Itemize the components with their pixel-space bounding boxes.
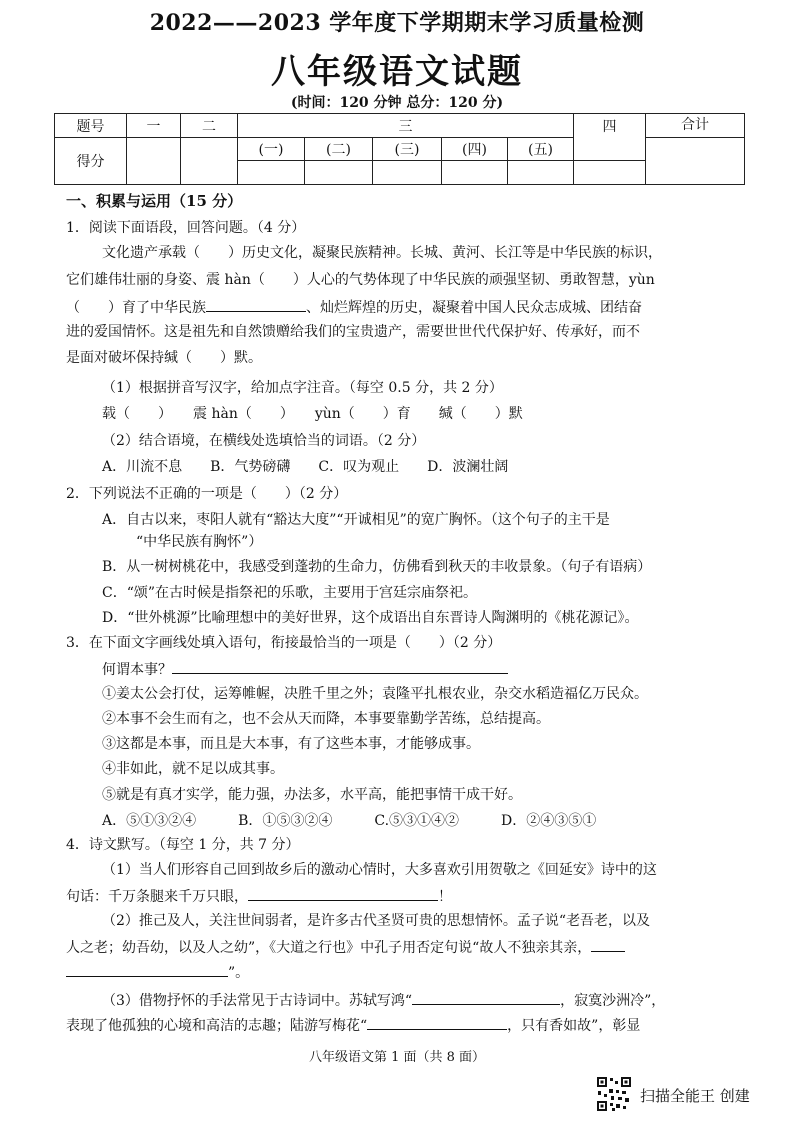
score-cell-4 bbox=[574, 161, 646, 185]
q3-options: A．⑤①③②④ B．①⑤③②④ C.⑤③①④② D．②④③⑤① bbox=[102, 813, 597, 829]
score-subheader-5: (五) bbox=[508, 138, 574, 161]
q1-passage-line-2: 它们雄伟壮丽的身姿、震 hàn（ ）人心的气势体现了中华民族的顽强坚韧、勇敢智慧，yùn bbox=[66, 272, 655, 288]
score-cell-2 bbox=[181, 138, 238, 185]
score-cell-3-5 bbox=[508, 161, 574, 185]
q2-option-d: D．“世外桃源”比喻理想中的美好世界，这个成语出自东晋诗人陶渊明的《桃花源记》。 bbox=[102, 610, 639, 626]
q3-sentence-1: ①姜太公会打仗，运筹帷幄，决胜千里之外；袁隆平扎根农业，杂交水稻造福亿万民众。 bbox=[102, 686, 648, 702]
score-header-1: 一 bbox=[127, 114, 181, 138]
q3-sentence-4: ④非如此，就不足以成其事。 bbox=[102, 761, 284, 777]
q2-stem: 2．下列说法不正确的一项是（ ）（2 分） bbox=[66, 486, 348, 502]
q4-item-3-line-2: 表现了他孤独的心境和高洁的志趣；陆游写梅花“ ，只有香如故”，彰显 bbox=[66, 1015, 640, 1035]
q1-passage-line-5: 是面对破坏保持缄（ ）默。 bbox=[66, 350, 262, 366]
q4-blank-3a[interactable] bbox=[412, 990, 560, 1005]
q4-blank-2a[interactable] bbox=[591, 937, 625, 952]
q1-passage-line-4: 进的爱国情怀。这是祖先和自然馈赠给我们的宝贵遗产，需要世世代代保护好、传承好，而不 bbox=[66, 324, 640, 340]
q4-item-2-line-1: （2）推己及人，关注世间弱者，是许多古代圣贤可贵的思想情怀。孟子说“老吾老，以及 bbox=[102, 913, 651, 929]
q1-sub2: （2）结合语境，在横线处选填恰当的词语。（2 分） bbox=[102, 433, 426, 449]
score-cell-total bbox=[646, 138, 745, 185]
page-footer: 八年级语文第 1 面（共 8 面） bbox=[308, 1050, 486, 1065]
score-cell-1 bbox=[127, 138, 181, 185]
exam-subject-title: 八年级语文试题 bbox=[271, 52, 523, 92]
score-subheader-1: (一) bbox=[238, 138, 305, 161]
score-table bbox=[54, 113, 745, 185]
score-row-label: 得分 bbox=[55, 138, 127, 185]
exam-time-score: (时间：120 分钟 总分：120 分) bbox=[290, 95, 504, 111]
score-header-label: 题号 bbox=[55, 114, 127, 138]
q4-stem: 4．诗文默写。（每空 1 分，共 7 分） bbox=[66, 837, 300, 853]
q1-sub2-options: A．川流不息 B．气势磅礴 C．叹为观止 D．波澜壮阔 bbox=[102, 459, 509, 475]
section-1-title: 一、积累与运用（15 分） bbox=[66, 192, 243, 210]
q4-blank-3b[interactable] bbox=[367, 1015, 507, 1030]
score-header-total: 合计 bbox=[646, 114, 745, 138]
q2-option-a-line-1: A．自古以来，枣阳人就有“豁达大度”“开诚相见”的宽广胸怀。（这个句子的主干是 bbox=[102, 512, 610, 528]
score-cell-3-4 bbox=[442, 161, 508, 185]
score-subheader-4: (四) bbox=[442, 138, 508, 161]
q4-blank-2b[interactable] bbox=[66, 962, 228, 977]
score-subheader-2: (二) bbox=[305, 138, 373, 161]
score-header-4: 四 bbox=[574, 114, 646, 161]
q3-stem: 3．在下面文字画线处填入语句，衔接最恰当的一项是（ ）（2 分） bbox=[66, 635, 502, 651]
q1-stem: 1．阅读下面语段，回答问题。（4 分） bbox=[66, 220, 306, 236]
q1-passage-line-1: 文化遗产承载（ ）历史文化，凝聚民族精神。长城、黄河、长江等是中华民族的标识， bbox=[102, 245, 662, 261]
q2-option-a-line-2: “中华民族有胸怀”） bbox=[136, 534, 263, 550]
qr-code-icon bbox=[596, 1076, 632, 1112]
q2-option-b: B．从一树树桃花中，我感受到蓬勃的生命力，仿佛看到秋天的丰收景象。（句子有语病） bbox=[102, 559, 652, 575]
q4-item-2-line-2: 人之老；幼吾幼，以及人之幼”，《大道之行也》中孔子用否定句说“故人不独亲其亲， bbox=[66, 937, 625, 957]
q3-sentence-5: ⑤就是有真才实学，能力强，办法多，水平高，能把事情干成干好。 bbox=[102, 787, 522, 803]
q4-item-1-line-2: 句话：千万条腿来千万只眼， ！ bbox=[66, 886, 452, 906]
q1-sub1-items: 载（ ） 震 hàn（ ） yùn（ ）育 缄（ ）默 bbox=[102, 406, 523, 422]
q3-lead: 何谓本事？ bbox=[102, 659, 508, 679]
q4-item-1-line-1: （1）当人们形容自己回到故乡后的激动心情时，大多喜欢引用贺敬之《回延安》诗中的这 bbox=[102, 862, 657, 878]
scanner-watermark: 扫描全能王 创建 bbox=[640, 1087, 750, 1105]
score-subheader-3: (三) bbox=[373, 138, 442, 161]
score-cell-3-3 bbox=[373, 161, 442, 185]
q1-fill-blank[interactable] bbox=[206, 297, 306, 312]
q4-item-3-line-1: （3）借物抒怀的手法常见于古诗词中。苏轼写鸿“ ，寂寞沙洲冷”， bbox=[102, 990, 665, 1010]
q3-sentence-2: ②本事不会生而有之，也不会从天而降，本事要靠勤学苦练，总结提高。 bbox=[102, 711, 550, 727]
score-cell-3-1 bbox=[238, 161, 305, 185]
q1-sub1: （1）根据拼音写汉字，给加点字注音。（每空 0.5 分，共 2 分） bbox=[102, 380, 503, 396]
q2-option-c: C．“颂”在古时候是指祭祀的乐歌，主要用于宫廷宗庙祭祀。 bbox=[102, 585, 478, 601]
q3-sentence-3: ③这都是本事，而且是大本事，有了这些本事，才能够成事。 bbox=[102, 736, 480, 752]
exam-period-title: 2022——2023 学年度下学期期末学习质量检测 bbox=[149, 10, 645, 36]
score-header-3: 三 bbox=[238, 114, 574, 138]
score-cell-3-2 bbox=[305, 161, 373, 185]
q1-passage-line-3: （ ）育了中华民族 、灿烂辉煌的历史，凝聚着中国人民众志成城、团结奋 bbox=[66, 297, 642, 317]
q3-underline bbox=[172, 659, 508, 674]
q4-item-2-line-3: ”。 bbox=[66, 962, 249, 982]
score-header-2: 二 bbox=[181, 114, 238, 138]
q4-blank-1[interactable] bbox=[248, 886, 438, 901]
